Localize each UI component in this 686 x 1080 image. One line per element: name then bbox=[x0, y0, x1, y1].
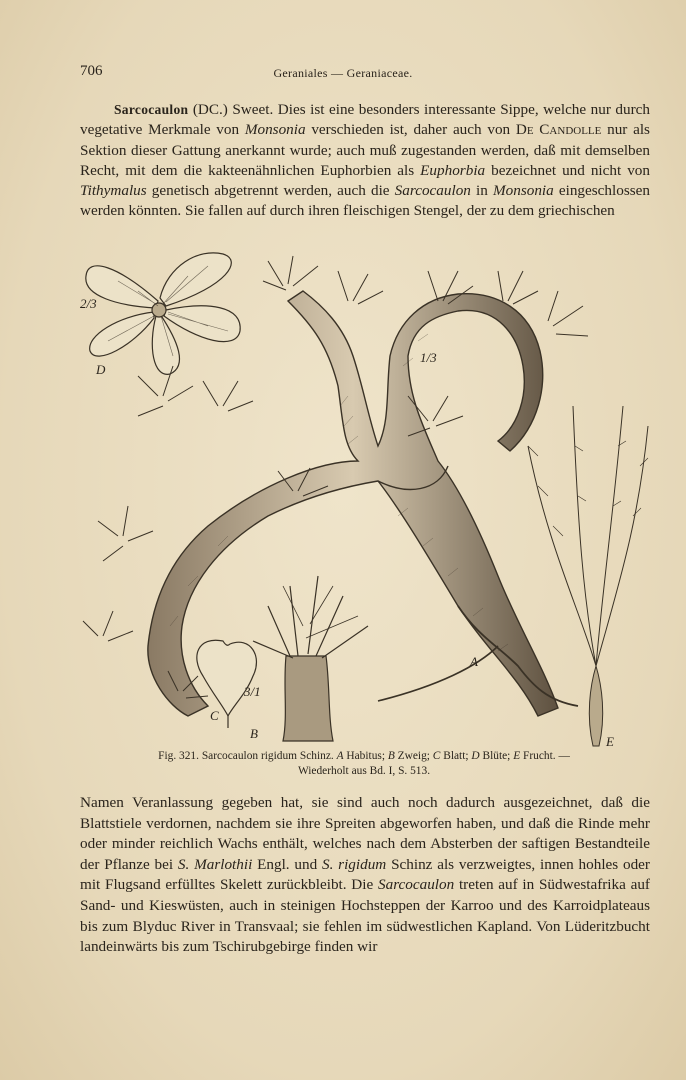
text-run: Namen Veranlassung gegeben hat, sie sind auch noch dadurch ausgezeichnet, daß die Blattstiele verdornen, nachdem sie ihre Spreiten abgeworfen haben, und daß die Rinde mehr oder minder reichlich Wachs enthält, welches nach dem Absterben der saftigen Bestandteile der Pflanze bei bbox=[80, 794, 650, 873]
caption-text: Blüte; bbox=[479, 750, 514, 762]
scale-label-a: 1/3 bbox=[420, 350, 437, 365]
label-c: C bbox=[210, 708, 219, 723]
text-run: (DC.) Sweet. Dies ist eine besonders interessante Sippe, welche nur durch vegetative Merkmale von bbox=[80, 101, 650, 139]
caption-letter: A bbox=[336, 750, 344, 762]
taxon-italic: S. Marlothii bbox=[177, 855, 253, 873]
text-run: bezeichnet und nicht von bbox=[485, 161, 650, 179]
plant-illustration bbox=[78, 246, 650, 756]
scale-label-d: 2/3 bbox=[80, 296, 97, 311]
label-e: E bbox=[606, 734, 614, 749]
caption-text: Zweig; bbox=[394, 750, 433, 762]
taxon-italic: Monsonia bbox=[492, 182, 554, 200]
flower-drawing bbox=[86, 253, 240, 374]
branch-drawing bbox=[253, 576, 368, 741]
genus-name: Sarcocaulon bbox=[114, 102, 189, 117]
text-run: Schinz als verzweigtes, innen hohles oder mit Flugsand erfülltes Skelett zurückbleibt. Die bbox=[80, 855, 650, 894]
label-d: D bbox=[96, 362, 106, 377]
text-run: eingeschlossen werden könnten. Sie fallen auf durch ihren fleischigen Stengel, der zu dem griechischen bbox=[80, 182, 650, 220]
text-run: Engl. und bbox=[252, 855, 322, 873]
figure-321 bbox=[78, 246, 650, 756]
text-run: nur als Sektion dieser Gattung anerkannt wurde; auch muß zugestanden werden, daß mit demselben Recht, mit dem die kakteenähnlichen Euphorbien als bbox=[80, 121, 650, 179]
taxon-italic: Sarcocaulon bbox=[378, 876, 455, 894]
text-run: genetisch abgetrennt werden, auch die bbox=[146, 182, 395, 200]
caption-letter: C bbox=[432, 750, 441, 762]
taxon-italic: S. rigidum bbox=[321, 855, 387, 873]
figure-caption bbox=[78, 749, 650, 779]
text-run: treten auf in Südwestafrika auf Sand- und Kieswüsten, auch in steinigen Hochsteppen der Karroo und des Karroidplateaus bis zum Blyduc River in Transvaal; sie fehlen im südwestlichen Kapland. Von Lüderitzbucht landeinwärts bis zum Tschirubgebirge finden wir bbox=[80, 876, 650, 956]
author-name: De Candolle bbox=[515, 121, 602, 139]
caption-letter: B bbox=[387, 750, 395, 762]
taxon-italic: Monsonia bbox=[244, 121, 306, 139]
label-b: B bbox=[250, 726, 258, 741]
caption-letter: E bbox=[513, 750, 521, 762]
caption-text: Frucht. — bbox=[520, 750, 570, 762]
caption-text: Habitus; bbox=[343, 750, 388, 762]
paragraph-1 bbox=[80, 100, 650, 222]
caption-text: Sarcocaulon rigidum Schinz. bbox=[198, 750, 337, 762]
taxon-italic: Tithymalus bbox=[80, 182, 147, 200]
text-run: in bbox=[470, 182, 493, 200]
caption-source: Wiederholt aus Bd. I, S. 513. bbox=[297, 765, 431, 777]
running-title: Geraniales — Geraniaceae. bbox=[273, 66, 413, 80]
figure-number: Fig. 321. bbox=[158, 750, 199, 762]
caption-letter: D bbox=[471, 750, 480, 762]
taxon-italic: Sarcocaulon bbox=[394, 182, 471, 200]
text-run: verschieden ist, daher auch von bbox=[305, 121, 516, 139]
label-a: A bbox=[470, 654, 478, 669]
paragraph-2 bbox=[80, 793, 650, 958]
page-number: 706 bbox=[80, 63, 103, 79]
scale-label-c: 3/1 bbox=[244, 684, 261, 699]
caption-text: Blatt; bbox=[440, 750, 472, 762]
taxon-italic: Euphorbia bbox=[420, 161, 486, 179]
